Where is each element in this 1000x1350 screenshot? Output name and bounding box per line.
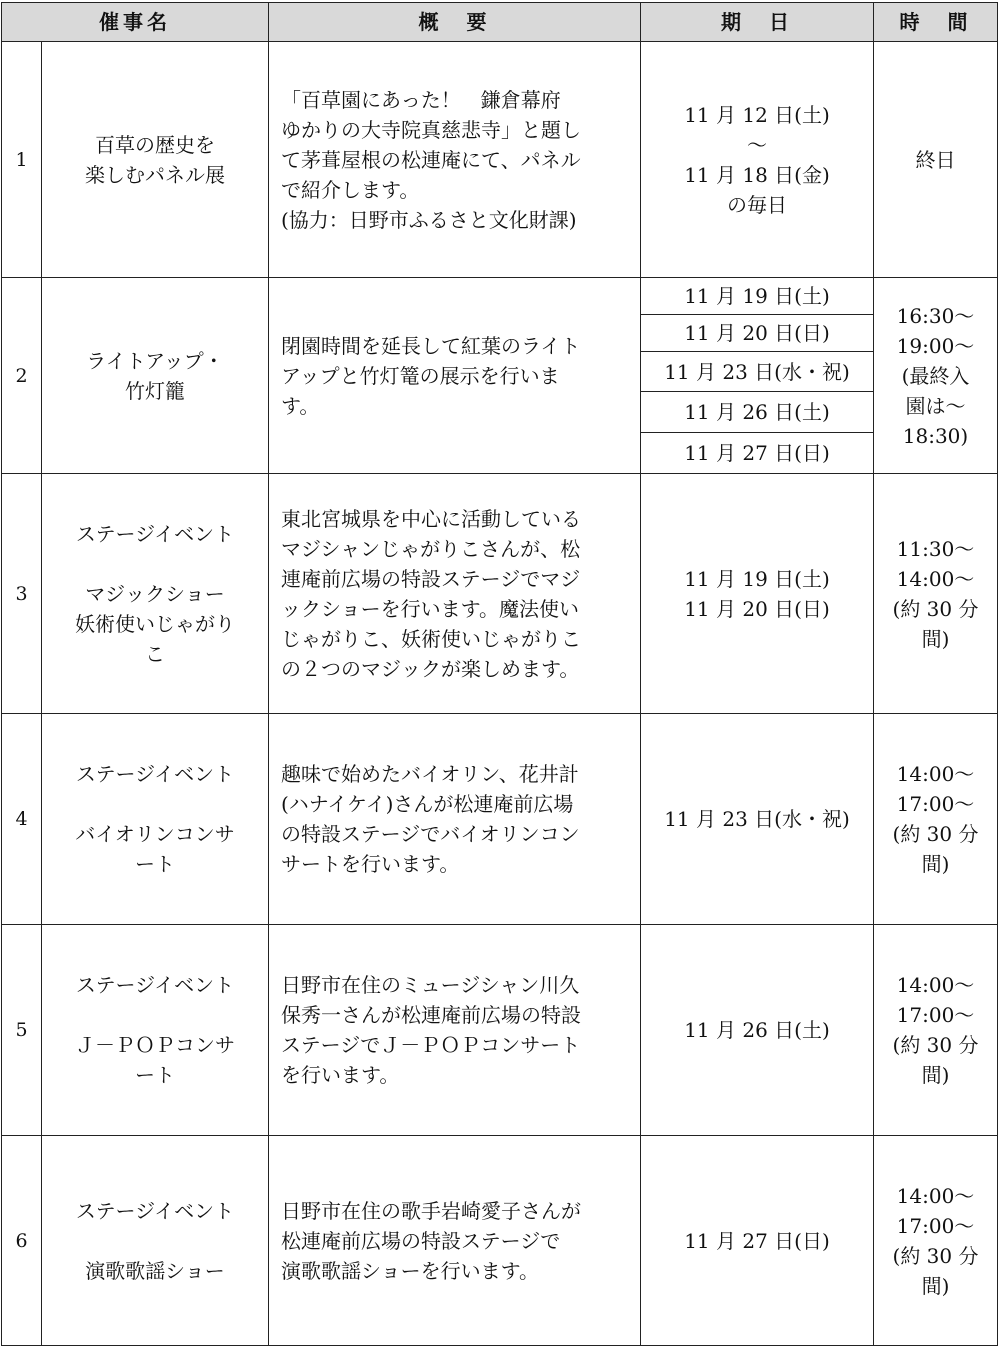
header-event-name: 催事名 xyxy=(2,3,269,42)
event-date: 11 月 20 日(日) xyxy=(641,315,874,352)
header-time: 時 間 xyxy=(874,3,998,42)
header-row xyxy=(2,3,998,42)
event-date: 11 月 26 日(土) xyxy=(641,925,874,1136)
event-schedule-table xyxy=(1,2,998,1346)
header-summary: 概 要 xyxy=(269,3,641,42)
table-row xyxy=(2,474,998,714)
event-summary: 閉園時間を延長して紅葉のライト アップと竹灯篭の展示を行いま す。 xyxy=(269,278,641,474)
event-date: 11 月 23 日(水・祝) xyxy=(641,714,874,925)
row-number: 6 xyxy=(2,1136,42,1346)
event-time: 16:30～ 19:00～ (最終入 園は～ 18:30) xyxy=(874,278,998,474)
event-summary: 趣味で始めたバイオリン、花井計 (ハナイケイ)さんが松連庵前広場 の特設ステージでバイオリンコン サートを行います。 xyxy=(269,714,641,925)
event-time: 14:00～ 17:00～ (約 30 分 間) xyxy=(874,925,998,1136)
event-date: 11 月 26 日(土) xyxy=(641,392,874,433)
event-name: ステージイベント 演歌歌謡ショー xyxy=(42,1136,269,1346)
table-row xyxy=(2,42,998,278)
row-number: 2 xyxy=(2,278,42,474)
table-row xyxy=(2,925,998,1136)
event-time: 11:30～ 14:00～ (約 30 分 間) xyxy=(874,474,998,714)
event-date: 11 月 12 日(土) ～ 11 月 18 日(金) の毎日 xyxy=(641,42,874,278)
table-row xyxy=(2,1136,998,1346)
event-date: 11 月 19 日(土) 11 月 20 日(日) xyxy=(641,474,874,714)
event-summary: 「百草園にあった！ 鎌倉幕府 ゆかりの大寺院真慈悲寺」と題し て茅葺屋根の松連庵にて、パネル で紹介します。 (協力：日野市ふるさと文化財課) xyxy=(269,42,641,278)
table-row xyxy=(2,714,998,925)
event-name: ステージイベント マジックショー 妖術使いじゃがり こ xyxy=(42,474,269,714)
event-date: 11 月 27 日(日) xyxy=(641,1136,874,1346)
header-date: 期 日 xyxy=(641,3,874,42)
event-name: ステージイベント Ｊ－ＰＯＰコンサ ート xyxy=(42,925,269,1136)
event-time: 14:00～ 17:00～ (約 30 分 間) xyxy=(874,1136,998,1346)
event-summary: 日野市在住のミュージシャン川久 保秀一さんが松連庵前広場の特設 ステージでＪ－ＰＯＰコンサート を行います。 xyxy=(269,925,641,1136)
event-name: 百草の歴史を 楽しむパネル展 xyxy=(42,42,269,278)
event-time: 14:00～ 17:00～ (約 30 分 間) xyxy=(874,714,998,925)
event-time: 終日 xyxy=(874,42,998,278)
row-number: 4 xyxy=(2,714,42,925)
event-name: ライトアップ・ 竹灯籠 xyxy=(42,278,269,474)
row-number: 5 xyxy=(2,925,42,1136)
event-date: 11 月 27 日(日) xyxy=(641,433,874,474)
table-row xyxy=(2,278,998,315)
event-date: 11 月 23 日(水・祝) xyxy=(641,352,874,392)
event-summary: 日野市在住の歌手岩崎愛子さんが 松連庵前広場の特設ステージで 演歌歌謡ショーを行います。 xyxy=(269,1136,641,1346)
event-name: ステージイベント バイオリンコンサ ート xyxy=(42,714,269,925)
event-summary: 東北宮城県を中心に活動している マジシャンじゃがりこさんが、松 連庵前広場の特設ステージでマジ ックショーを行います。魔法使い じゃがりこ、妖術使いじゃがりこ の２つのマジックが楽しめます。 xyxy=(269,474,641,714)
row-number: 1 xyxy=(2,42,42,278)
row-number: 3 xyxy=(2,474,42,714)
event-date: 11 月 19 日(土) xyxy=(641,278,874,315)
